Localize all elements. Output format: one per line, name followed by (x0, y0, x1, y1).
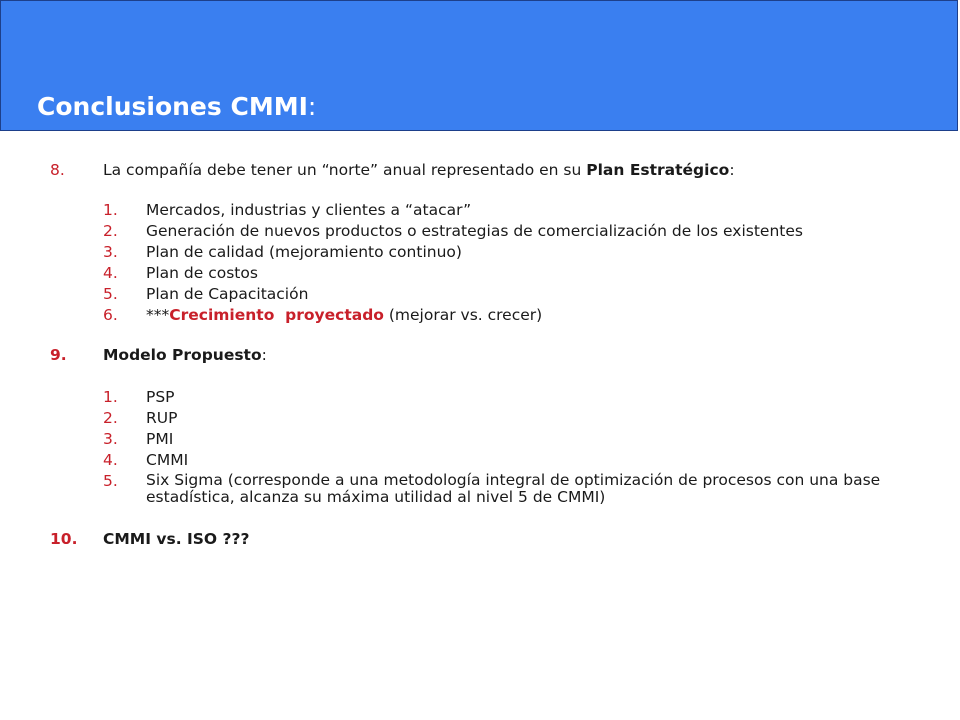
section-8-item-6 (146, 306, 542, 324)
section-9-item-3: PMI (146, 430, 174, 448)
section-9-item-5: Six Sigma (corresponde a una metodología integral de optimización de procesos con una base estadística, alcanza su máxima utilidad al nivel 5 de CMMI) (146, 471, 881, 506)
section-8-item-1: Mercados, industrias y clientes a “atacar” (146, 201, 472, 219)
section-8-item-5-number: 5. (103, 285, 118, 303)
section-8-item-6-suffix: (mejorar vs. crecer) (383, 306, 543, 324)
section-10-number: 10. (50, 530, 78, 548)
section-9-text-post: : (261, 346, 267, 364)
section-8-item-6-number: 6. (103, 306, 118, 324)
slide-title-colon: : (307, 92, 317, 121)
section-8-text (103, 161, 735, 179)
section-8-text-bold: Plan Estratégico (586, 161, 730, 179)
section-8-item-1-number: 1. (103, 201, 118, 219)
section-8-item-2-number: 2. (103, 222, 118, 240)
section-8-number: 8. (50, 161, 65, 179)
section-9-item-1: PSP (146, 388, 175, 406)
section-8-item-4-number: 4. (103, 264, 118, 282)
section-8-item-2: Generación de nuevos productos o estrategias de comercialización de los existentes (146, 222, 803, 240)
section-9-number: 9. (50, 346, 67, 364)
section-9-item-3-number: 3. (103, 430, 118, 448)
section-9-item-4: CMMI (146, 451, 189, 469)
section-9-item-4-number: 4. (103, 451, 118, 469)
section-8-item-3: Plan de calidad (mejoramiento continuo) (146, 243, 462, 261)
section-8-item-6-prefix: *** (146, 306, 170, 324)
section-8-text-post: : (729, 161, 735, 179)
slide-title-text: Conclusiones CMMI (37, 92, 308, 121)
section-10-text: CMMI vs. ISO ??? (103, 530, 250, 548)
section-8-item-5: Plan de Capacitación (146, 285, 309, 303)
section-8-item-6-highlight: Crecimiento proyectado (169, 306, 384, 324)
section-9-item-2: RUP (146, 409, 178, 427)
section-9-text (103, 346, 267, 364)
section-8-item-4: Plan de costos (146, 264, 258, 282)
section-9-item-2-number: 2. (103, 409, 118, 427)
section-9-item-1-number: 1. (103, 388, 118, 406)
section-9-item-5-number: 5. (103, 472, 118, 490)
section-8-text-pre: La compañía debe tener un “norte” anual representado en su (103, 161, 587, 179)
section-9-text-bold: Modelo Propuesto (103, 346, 262, 364)
section-8-item-3-number: 3. (103, 243, 118, 261)
